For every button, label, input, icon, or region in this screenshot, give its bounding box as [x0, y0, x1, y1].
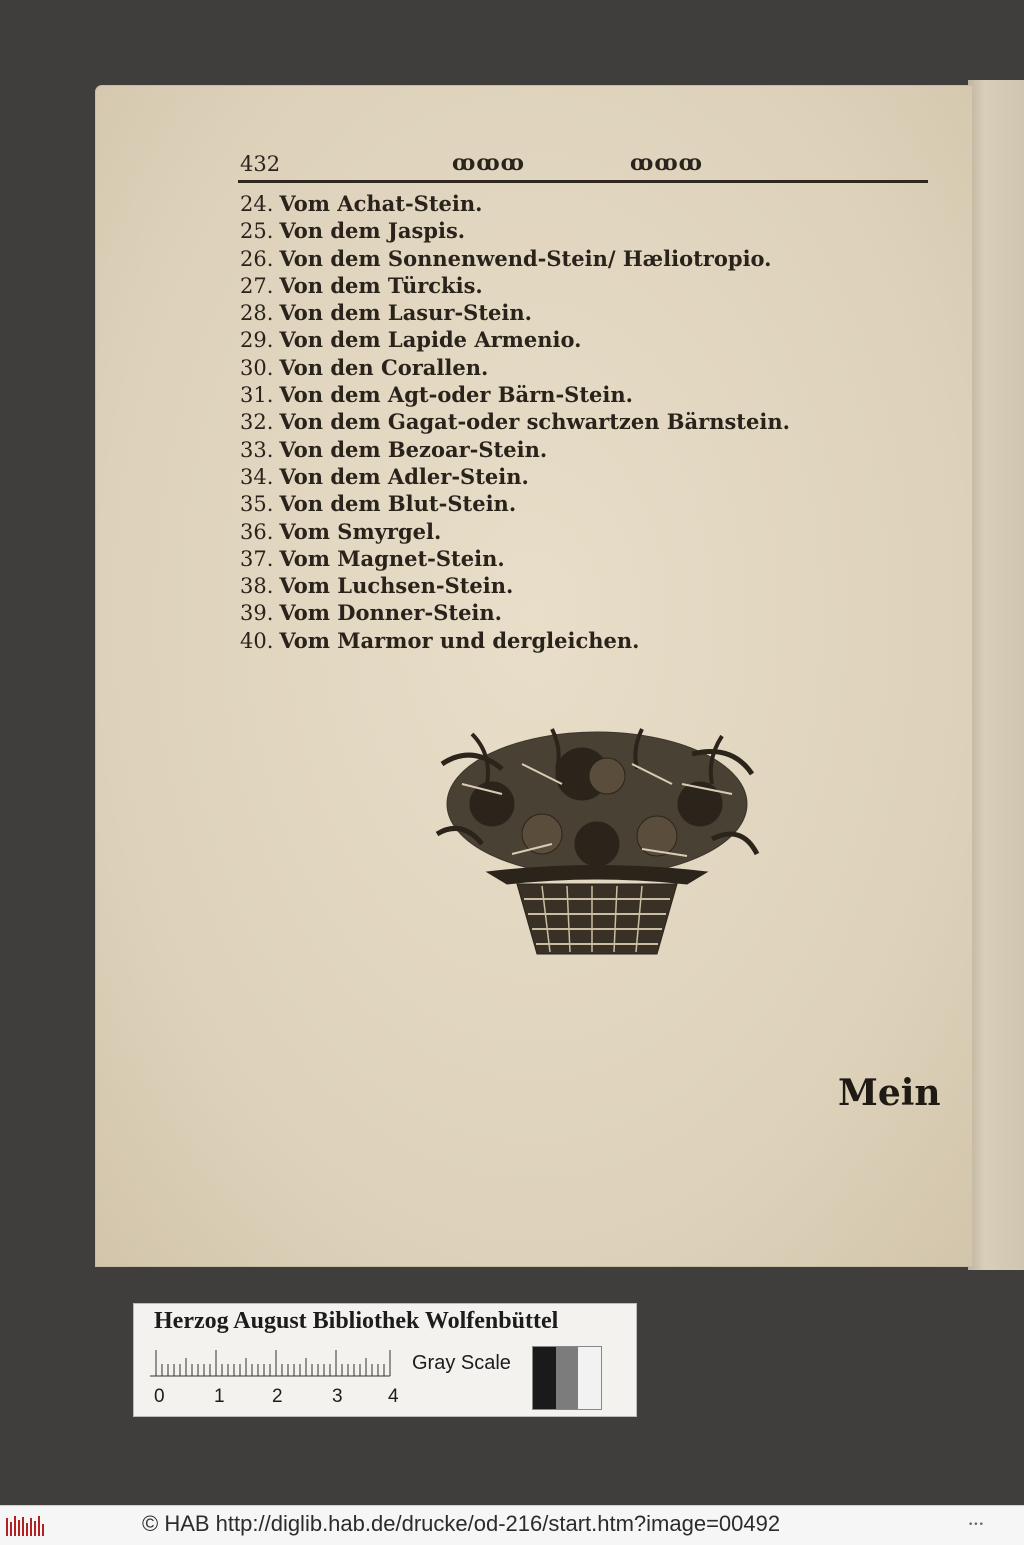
entry-title: Vom Achat-Stein.	[279, 191, 483, 216]
entry-number: 39.	[240, 601, 274, 626]
entry-number: 37.	[240, 546, 274, 571]
ruler-digit: 1	[214, 1386, 225, 1407]
entry-title: Von dem Bezoar-Stein.	[279, 436, 548, 462]
footer-bar	[0, 1505, 1024, 1545]
list-item	[240, 572, 880, 599]
gray-scale-label: Gray Scale	[412, 1352, 511, 1374]
list-item	[240, 190, 880, 217]
entry-title: Von dem Agt-oder Bärn-Stein.	[279, 382, 633, 408]
fruit-basket-icon	[432, 724, 762, 960]
list-item	[240, 381, 880, 408]
entry-title: Von dem Lapide Armenio.	[279, 327, 582, 353]
entry-number: 27.	[240, 273, 274, 298]
table-of-contents	[240, 190, 880, 654]
list-item	[240, 518, 880, 545]
entry-number: 33.	[240, 437, 274, 462]
list-item	[240, 408, 880, 435]
entry-title: Vom Marmor und dergleichen.	[279, 627, 640, 653]
catchword: Mein	[838, 1072, 941, 1114]
ruler-digit: 4	[388, 1386, 399, 1407]
entry-title: Vom Smyrgel.	[279, 518, 442, 544]
copyright-url: © HAB http://diglib.hab.de/drucke/od-216/start.htm?image=00492	[142, 1511, 781, 1536]
entry-number: 36.	[240, 519, 274, 544]
entry-title: Von den Corallen.	[279, 354, 489, 380]
entry-number: 29.	[240, 328, 274, 353]
entry-title: Von dem Jaspis.	[279, 218, 466, 244]
entry-title: Von dem Sonnenwend-Stein/ Hæliotropio.	[279, 245, 772, 271]
entry-number: 31.	[240, 383, 274, 408]
page-number: 432	[240, 152, 281, 176]
entry-title: Vom Luchsen-Stein.	[279, 573, 514, 599]
entry-title: Von dem Adler-Stein.	[279, 463, 529, 489]
entry-number: 32.	[240, 410, 274, 435]
card-title: Herzog August Bibliothek Wolfenbüttel	[154, 1308, 559, 1334]
entry-number: 25.	[240, 219, 274, 244]
list-item	[240, 217, 880, 244]
entry-number: 34.	[240, 464, 274, 489]
list-item	[240, 436, 880, 463]
header-ornament-left: ꝏꝏꝏ	[452, 150, 525, 176]
ruler-scale	[150, 1344, 410, 1378]
list-item	[240, 545, 880, 572]
list-item	[240, 490, 880, 517]
entry-number: 40.	[240, 628, 274, 653]
gray-scale-swatch	[532, 1346, 602, 1410]
list-item	[240, 299, 880, 326]
header-rule	[238, 180, 928, 183]
entry-title: Von dem Blut-Stein.	[279, 491, 517, 517]
entry-title: Vom Donner-Stein.	[279, 600, 502, 626]
hab-logo-icon	[4, 1514, 46, 1538]
list-item	[240, 354, 880, 381]
entry-number: 24.	[240, 192, 274, 216]
entry-title: Vom Magnet-Stein.	[279, 545, 505, 571]
entry-number: 28.	[240, 301, 274, 326]
list-item	[240, 272, 880, 299]
list-item	[240, 627, 880, 654]
entry-title: Von dem Lasur-Stein.	[279, 300, 532, 326]
ruler-digit: 3	[332, 1386, 343, 1407]
entry-number: 35.	[240, 492, 274, 517]
header-ornament-right: ꝏꝏꝏ	[630, 150, 703, 176]
facing-page-edge	[968, 80, 1024, 1270]
list-item	[240, 599, 880, 626]
color-calibration-card	[133, 1303, 637, 1417]
footer-dots: •••	[968, 1520, 984, 1530]
entry-number: 30.	[240, 355, 274, 380]
ruler-digit: 0	[154, 1386, 165, 1407]
ruler-digit: 2	[272, 1386, 283, 1407]
entry-title: Von dem Türckis.	[279, 272, 483, 298]
entry-number: 38.	[240, 574, 274, 599]
entry-number: 26.	[240, 246, 274, 271]
list-item	[240, 463, 880, 490]
list-item	[240, 326, 880, 353]
entry-title: Von dem Gagat-oder schwartzen Bärnstein.	[279, 409, 790, 435]
list-item	[240, 245, 880, 272]
